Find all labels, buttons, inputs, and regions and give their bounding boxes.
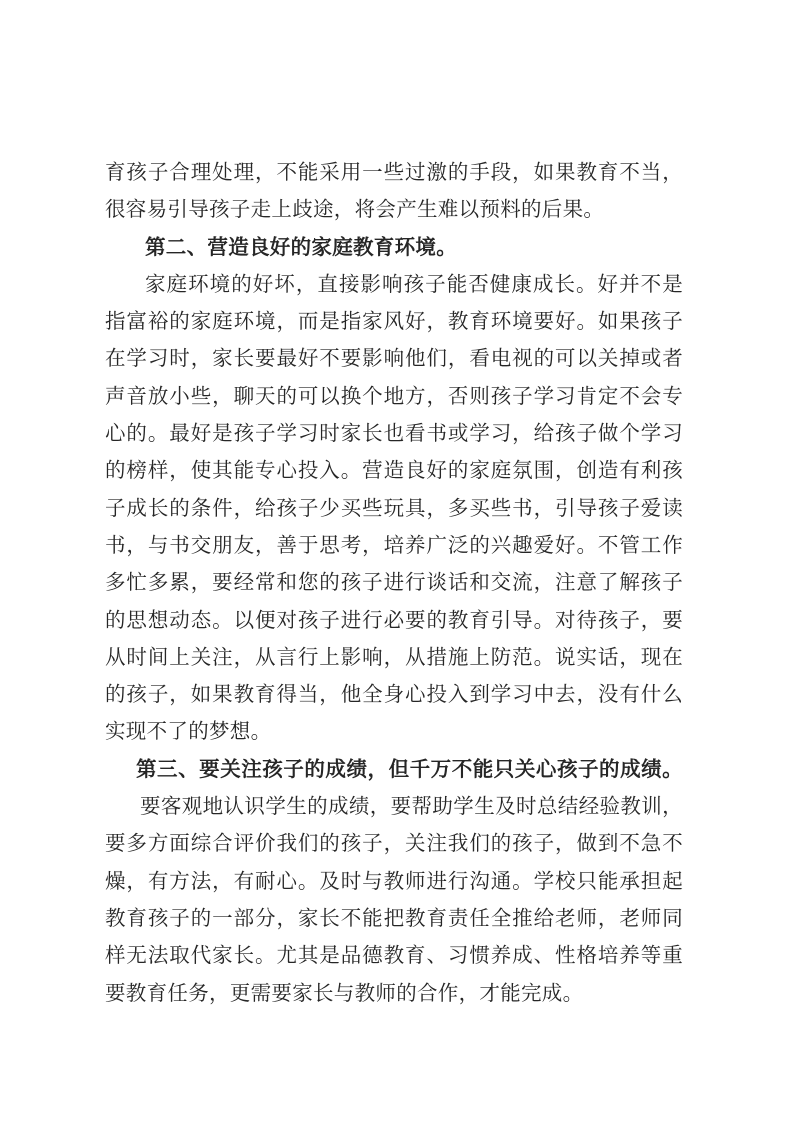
body-text-line: 家庭环境的好坏，直接影响孩子能否健康成长。好并不是 xyxy=(145,273,683,296)
section-heading: 第二、营造良好的家庭教育环境。 xyxy=(145,236,457,259)
body-text-line: 的孩子，如果教育得当，他全身心投入到学习中去，没有什么 xyxy=(105,684,683,707)
body-text-line: 书，与书交朋友，善于思考，培养广泛的兴趣爱好。不管工作 xyxy=(105,534,683,557)
body-text-line: 多忙多累，要经常和您的孩子进行谈话和交流，注意了解孩子 xyxy=(105,572,683,595)
body-text-line: 指富裕的家庭环境，而是指家风好，教育环境要好。如果孩子 xyxy=(105,311,683,334)
body-text-line: 子成长的条件，给孩子少买些玩具，多买些书，引导孩子爱读 xyxy=(105,497,683,520)
body-text-line: 要客观地认识学生的成绩，要帮助学生及时总结经验教训， xyxy=(140,796,683,819)
body-text-line: 要多方面综合评价我们的孩子，关注我们的孩子，做到不急不 xyxy=(105,833,683,856)
body-text-line: 样无法取代家长。尤其是品德教育、习惯养成、性格培养等重 xyxy=(105,945,683,968)
body-text-line: 从时间上关注，从言行上影响，从措施上防范。说实话，现在 xyxy=(105,646,683,669)
body-text-line: 燥，有方法，有耐心。及时与教师进行沟通。学校只能承担起 xyxy=(105,870,683,893)
body-text-line: 实现不了的梦想。 xyxy=(105,721,272,744)
body-text-line: 育孩子合理处理，不能采用一些过激的手段，如果教育不当， xyxy=(105,162,683,184)
body-text-line: 要教育任务，更需要家长与教师的合作，才能完成。 xyxy=(105,982,584,1005)
body-text-line: 教育孩子的一部分，家长不能把教育责任全推给老师，老师同 xyxy=(105,907,683,930)
body-text-line: 心的。最好是孩子学习时家长也看书或学习，给孩子做个学习 xyxy=(105,423,683,446)
body-text-line: 很容易引导孩子走上歧途，将会产生难以预料的后果。 xyxy=(105,199,605,222)
body-text-line: 在学习时，家长要最好不要影响他们，看电视的可以关掉或者 xyxy=(105,348,683,371)
body-text-line: 的榜样，使其能专心投入。营造良好的家庭氛围，创造有利孩 xyxy=(105,460,683,483)
section-heading: 第三、要关注孩子的成绩，但千万不能只关心孩子的成绩。 xyxy=(136,758,683,781)
body-text-line: 的思想动态。以便对孩子进行必要的教育引导。对待孩子，要 xyxy=(105,609,683,632)
page-text-content xyxy=(105,155,683,1013)
body-text-line: 声音放小些，聊天的可以换个地方，否则孩子学习肯定不会专 xyxy=(105,385,683,408)
